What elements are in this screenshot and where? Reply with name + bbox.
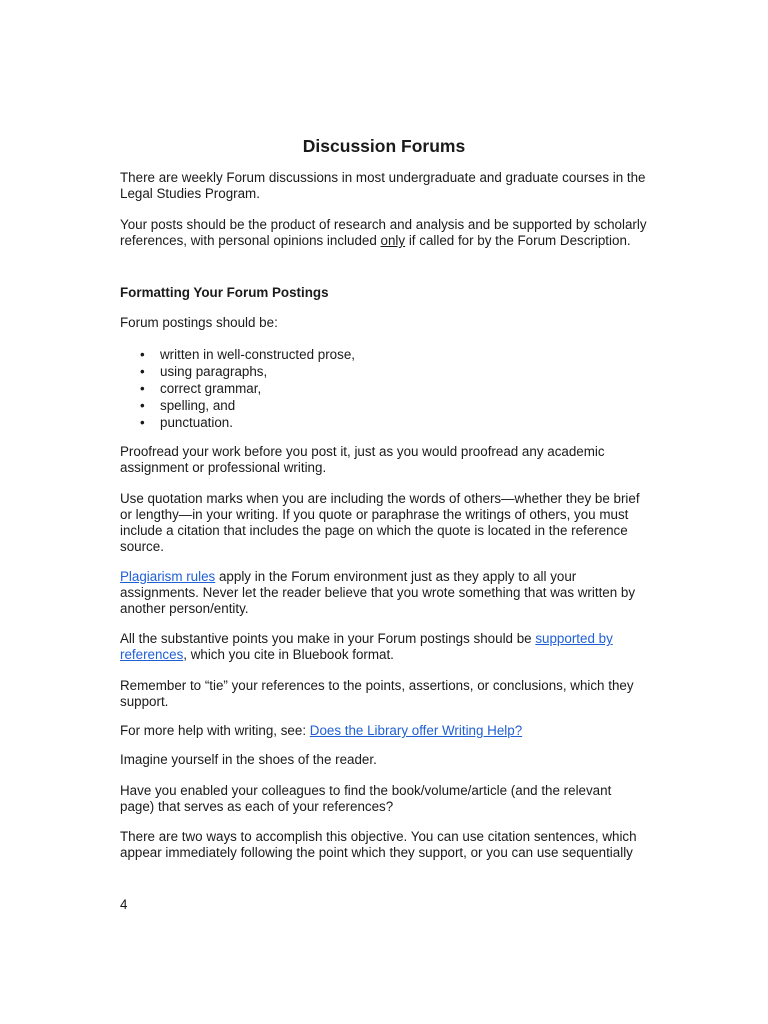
two-ways-paragraph: There are two ways to accomplish this objective. You can use citation sentences, which appear immediately following the point which they support, or you can use sequentially: [120, 829, 637, 860]
tie-paragraph: Remember to “tie” your references to the points, assertions, or conclusions, which they support.: [120, 678, 634, 709]
list-intro: Forum postings should be:: [120, 315, 278, 330]
posts-text-start: Your posts should be the product of research and analysis and be supported by scholarly references, with personal opinions included: [120, 217, 647, 248]
plagiarism-rules-link[interactable]: Plagiarism rules: [120, 569, 216, 584]
list-item: • using paragraphs,: [120, 363, 355, 380]
substantive-text-start: All the substantive points you make in your Forum postings should be: [120, 631, 536, 646]
posts-paragraph: [120, 217, 648, 249]
writing-help-link[interactable]: Does the Library offer Writing Help?: [309, 723, 523, 738]
list-item: • correct grammar,: [120, 380, 355, 397]
page-number: 4: [120, 897, 128, 912]
imagine-paragraph: Imagine yourself in the shoes of the reader.: [120, 752, 377, 767]
proofread-paragraph: Proofread your work before you post it, just as you would proofread any academic assignment or professional writing.: [120, 444, 605, 475]
supported-by-references-link[interactable]: supported by references: [120, 631, 613, 662]
colleagues-paragraph: Have you enabled your colleagues to find the book/volume/article (and the relevant page) that serves as each of your references?: [120, 783, 612, 814]
list-item: • written in well-constructed prose,: [120, 346, 355, 363]
substantive-paragraph: [120, 631, 648, 663]
intro-paragraph: There are weekly Forum discussions in most undergraduate and graduate courses in the Legal Studies Program.: [120, 170, 646, 201]
substantive-text-end: , which you cite in Bluebook format.: [183, 647, 394, 662]
page-title: Discussion Forums: [302, 136, 466, 156]
help-paragraph: [120, 723, 648, 739]
quotation-paragraph: Use quotation marks when you are including the words of others—whether they be brief or lengthy—in your writing. If you quote or paraphrase the writings of others, you must include a citation that includes the page on which the quote is located in the reference source.: [120, 491, 640, 554]
section-heading: Formatting Your Forum Postings: [120, 285, 329, 300]
help-text: For more help with writing, see:: [120, 723, 310, 738]
list-item: • punctuation.: [120, 414, 355, 431]
list-item: • spelling, and: [120, 397, 355, 414]
only-underlined: only: [380, 233, 406, 248]
requirements-list: [120, 346, 355, 431]
plagiarism-text: apply in the Forum environment just as they apply to all your assignments. Never let the reader believe that you wrote something that was written by another person/entity.: [120, 569, 636, 616]
posts-text-end: if called for by the Forum Description.: [405, 233, 631, 248]
plagiarism-paragraph: [120, 569, 648, 617]
